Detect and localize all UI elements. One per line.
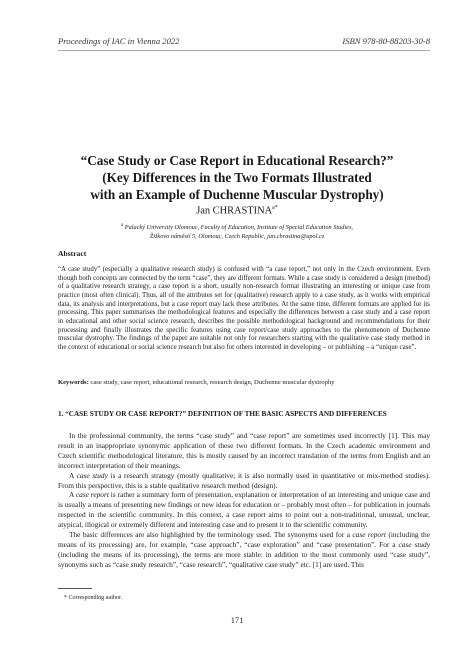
affiliation-line-2: Žižkovo náměstí 5, Olomouc, Czech Republic, jan.chrastina@upol.cz — [149, 232, 325, 240]
keywords — [58, 379, 430, 388]
running-header — [58, 36, 430, 51]
abstract-heading: Abstract — [58, 249, 87, 258]
affiliation-mark: a — [120, 223, 124, 228]
footnote-divider — [58, 588, 92, 589]
author — [0, 205, 474, 216]
paragraph-2: A case study is a research strategy (mostly qualitative; it is also normally used in quantitative or mix-method studies). From this perspective, this is a stable qualitative research method (design). — [58, 470, 431, 490]
author-name: Jan CHRASTINA — [196, 205, 273, 217]
keywords-label: Keywords: — [58, 379, 89, 386]
conference-name: Proceedings of IAC in Vienna 2022 — [58, 36, 180, 46]
abstract-text: “A case study” (especially a qualitative research study) is confused with “a case report,” not only in the Czech environment. Even though both concepts are connected by the term “case”, they are different formats. While a case study is considered a design (method) of a qualitative research strategy, a case report is a short, usually non-research format illustrating an interesting or unique case from practice (most often clinical). Thus, all of the attributes set for (qualitative) research apply to a case study, as it works with empirical data, its analysis and interpretations, but a case report may lack these attributes. At the same time, different formats are applied for its processing. This paper summarises the methodological features and especially the differences between a case study and a case report in educational and other social science research, describes the possible methodological background and recommendations for their processing and finally illustrates the specific features using case report/case study approaches to the phenomenon of Duchenne muscular dystrophy. The findings of the paper are suitable not only for researchers starting with the qualitative case study method in the context of educational or social science research but also for others interested in developing – or publishing – a “unique case”. — [58, 266, 430, 351]
section-heading: 1. “CASE STUDY OR CASE REPORT?” DEFINITION OF THE BASIC ASPECTS AND DIFFERENCES — [58, 410, 387, 418]
term-case-report: case report — [75, 490, 109, 500]
paragraph-3: A case report is rather a summary form of presentation, explanation or interpretation of an interesting and unique case and is usually a means of presenting new findings or new ideas for education or – probably most often – for publication in journals respected in the scientific community. In this context, a case report aims to point out a non-traditional, unusual, unclear, atypical, illogical or extremely different and interesting case and to present it to the scientific community. — [58, 490, 431, 530]
footnote: * Corresponding author. — [64, 595, 123, 601]
title-line-1: “Case Study or Case Report in Educational Research?” — [80, 153, 394, 168]
title-line-2: (Key Differences in the Two Formats Illustrated — [102, 170, 372, 185]
affiliation — [40, 222, 434, 241]
title-line-3: with an Example of Duchenne Muscular Dystrophy) — [90, 187, 384, 202]
affiliation-line-1: Palacký University Olomouc, Faculty of Education, Institute of Special Education Studies, — [124, 224, 354, 232]
isbn: ISBN 978-80-88203-30-8 — [342, 36, 430, 46]
body-text — [58, 431, 430, 570]
paper-title — [40, 152, 434, 203]
term-case-study: case study — [76, 470, 108, 480]
paragraph-4: The basic differences are also highlighted by the terminology used. The synonyms used for a case report (including the means of its processing) are, for example, “case approach”, “case exploration” and “case presentation”. For a case study (including the means of its processing), the terms are more stable: in addition to the most commonly used “case study”, synonyms such as “case study research”, “case research”, “qualitative case study” etc. [1] are used. This — [58, 530, 430, 569]
author-marks: a* — [272, 205, 278, 211]
paragraph-1: In the professional community, the terms “case study” and “case report” are sometimes used incorrectly [1]. This may result in an inappropriate synonymic application of these two different formats. In the Czech academic environment and Czech scientific methodological literature, this is mostly caused by an incorrect translation of the terms from English and an incorrect interpretation of their meanings. — [58, 431, 430, 470]
keywords-text: case study, case report, educational research, research design, Duchenne muscular dystrophy — [88, 379, 335, 386]
page-number: 171 — [230, 616, 244, 625]
